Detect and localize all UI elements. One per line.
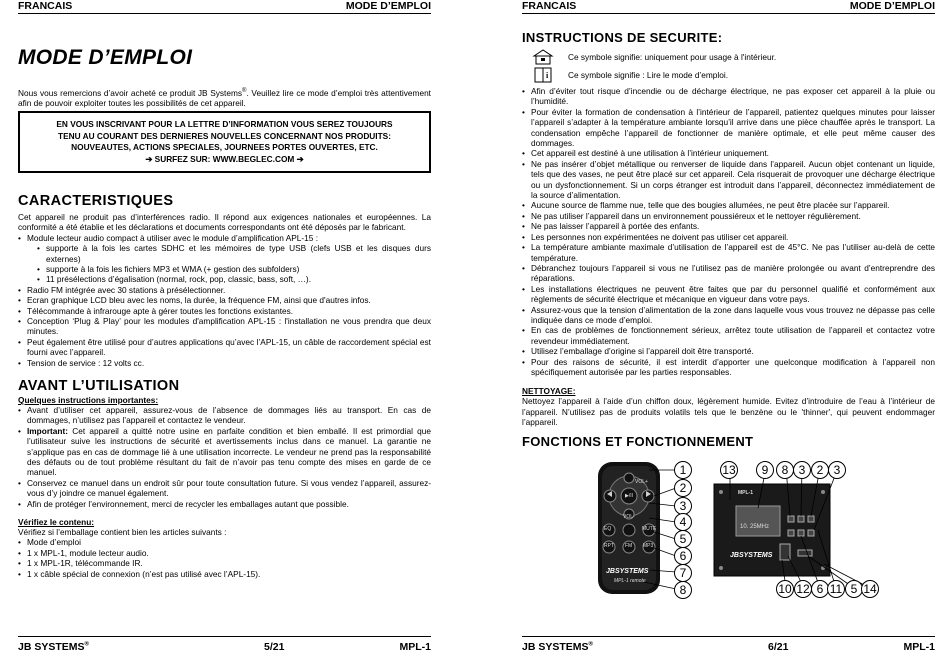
caract-sublist [37, 243, 431, 285]
page-footer [18, 636, 431, 652]
newsletter-link[interactable]: ➔ SURFEZ SUR: WWW.BEGLEC.COM ➔ [145, 153, 304, 164]
list-item: • Ne pas utiliser l’appareil dans un environnement poussiéreux et le nettoyer régulièrement. [522, 211, 935, 221]
list-item: • Peut également être utilisé pour d’autres applications qu’avec l’APL-15, un câble de raccordement spécial est fourni avec l’appareil. [18, 337, 431, 358]
newsletter-line: NOUVEAUTES, ACTIONS SPECIALES, JOURNEES PORTES OUVERTES, ETC. [71, 142, 378, 152]
callout-9: 9 [756, 461, 774, 479]
list-item: • supporte à la fois les cartes SDHC et les mémoires de type USB (clefs USB et les disques durs externes) [37, 243, 431, 264]
callout-5: 5 [845, 580, 863, 598]
list-item: • En cas de problèmes de fonctionnement sérieux, arrêtez toute utilisation de l’appareil et contactez votre revendeur immédiatement. [522, 325, 935, 346]
footer-brand: JB SYSTEMS® [18, 641, 89, 653]
list-item: • Afin de protéger l’environnement, merci de recycler les emballages autant que possible. [18, 499, 431, 509]
section-title: INSTRUCTIONS DE SECURITE: [522, 30, 723, 45]
callout-6: 6 [674, 547, 692, 565]
list-item: • La température ambiante maximale d’utilisation de l’appareil est de 45°C. Ne pas l’utiliser au-delà de cette température. [522, 242, 935, 263]
list-item: • Ecran graphique LCD bleu avec les noms, la durée, la fréquence FM, ainsi que d'autres infos. [18, 295, 431, 305]
remote-label: RPT [604, 543, 614, 549]
header-title: MODE D’EMPLOI [849, 0, 935, 12]
section-title: CARACTERISTIQUES [18, 193, 174, 209]
list-item: • Tension de service : 12 volts cc. [18, 358, 431, 368]
list-item: • Les installations électriques ne peuvent être faites que par du personnel qualifié et conformément aux règlements de sécurité électrique et mécanique en vigueur dans votre pays. [522, 284, 935, 305]
svg-text:i: i [546, 71, 549, 80]
list-item: • Radio FM intégrée avec 30 stations à présélectionner. [18, 285, 431, 295]
list-item: • 1 x MPL-1, module lecteur audio. [18, 548, 431, 558]
device-model: MPL-1 [738, 490, 753, 496]
subsection-title: Quelques instructions importantes: [18, 395, 159, 405]
list-item: • Mode d’emploi [18, 537, 431, 547]
footer-model: MPL-1 [399, 641, 431, 653]
device-illustration [708, 460, 878, 598]
symbol-row [532, 49, 935, 65]
remote-label: MUTE [642, 526, 657, 532]
list-item: • 1 x câble spécial de connexion (n’est pas utilisé avec l’APL-15). [18, 569, 431, 579]
verifiez-intro: Vérifiez si l’emballage contient bien les articles suivants : [18, 527, 227, 538]
section-title: FONCTIONS ET FONCTIONNEMENT [522, 434, 754, 449]
page-header [522, 0, 935, 14]
remote-label: VOL+ [635, 479, 648, 485]
list-item: • Pour éviter la formation de condensation à l’intérieur de l’appareil, patientez quelques minutes pour laisser l’appareil s’adapter à la température ambiante lorsqu’il arrive dans une pièce chauffée après le transport. La condensation empêche l’appareil de fonctionner de manière optimale, et elle peut même causer des dommages. [522, 107, 935, 149]
header-language: FRANCAIS [522, 0, 577, 12]
callout-2: 2 [811, 461, 829, 479]
list-item: • Assurez-vous que la tension d’alimentation de la zone dans laquelle vous vous trouvez ne dépasse pas celle indiquée dans ce mode d’emploi. [522, 305, 935, 326]
list-item: • Module lecteur audio compact à utiliser avec le module d’amplification APL-15 : • supporte à la fois les cartes SDHC et les mémoires de type USB (clefs USB et les disques durs externes) • supporte à la fois les fichiers MP3 et WMA (+ gestion des subfolders) • 11 présélections d’égalisation (normal, rock, pop, classic, bass, soft, …). [18, 233, 431, 285]
callout-1: 1 [674, 461, 692, 479]
remote-label: MP3 [643, 543, 654, 549]
header-title: MODE D’EMPLOI [345, 0, 431, 12]
remote-model: MPL-1 remote [614, 578, 646, 584]
symbol-description: Ce symbole signifie : Lire le mode d’emploi. [568, 69, 729, 80]
callout-3: 3 [793, 461, 811, 479]
callout-8: 8 [674, 581, 692, 599]
callout-14: 14 [861, 580, 879, 598]
callout-6: 6 [811, 580, 829, 598]
page-number: 6/21 [768, 641, 789, 653]
remote-label: VOL- [623, 514, 635, 520]
callout-10: 10 [776, 580, 794, 598]
callout-3: 3 [828, 461, 846, 479]
remote-label: FM [625, 543, 633, 549]
list-item: • Aucune source de flamme nue, telle que des bougies allumées, ne peut être placée sur l’appareil. [522, 200, 935, 210]
list-item: • supporte à la fois les fichiers MP3 et WMA (+ gestion des subfolders) [37, 264, 431, 274]
page-footer [522, 636, 935, 652]
callout-8: 8 [776, 461, 794, 479]
footer-model: MPL-1 [903, 641, 935, 653]
list-item: • 1 x MPL-1R, télécommande IR. [18, 558, 431, 568]
subsection-title: NETTOYAGE: [522, 386, 576, 397]
right-page [522, 0, 935, 654]
list-item: • Pour des raisons de sécurité, il est interdit d’apporter une quelconque modification à l’appareil non spécifiquement autorisée par les parties responsables. [522, 357, 935, 378]
main-title: MODE D’EMPLOI [18, 46, 193, 69]
list-item: • Conservez ce manuel dans un endroit sûr pour toute consultation future. Si vous vendez l’appareil, assurez-vous d’y joindre ce manuel également. [18, 478, 431, 499]
section-title: AVANT L’UTILISATION [18, 378, 180, 394]
list-item: • Cet appareil est destiné à une utilisation à l’intérieur uniquement. [522, 148, 935, 158]
list-item: • Afin d’éviter tout risque d’incendie ou de décharge électrique, ne pas exposer cet appareil à la pluie ou l’humidité. [522, 86, 935, 107]
list-item: • Conception ‘Plug & Play’ pour les modules d'amplification APL-15 : l'installation ne vous prendra que deux minutes. [18, 316, 431, 337]
header-language: FRANCAIS [18, 0, 73, 12]
list-item: • 11 présélections d’égalisation (normal, rock, pop, classic, bass, soft, …). [37, 274, 431, 284]
callout-13: 13 [720, 461, 738, 479]
newsletter-box [18, 111, 431, 173]
callout-2: 2 [674, 479, 692, 497]
symbol-description: Ce symbole signifie: uniquement pour usage à l'intérieur. [568, 51, 777, 62]
callout-3: 3 [674, 497, 692, 515]
read-manual-icon [532, 67, 554, 83]
securite-list [522, 86, 935, 377]
page-number: 5/21 [264, 641, 285, 653]
callout-12: 12 [794, 580, 812, 598]
remote-label: ▶/II [625, 493, 634, 499]
list-item: • Débranchez toujours l’appareil si vous ne l’utilisez pas de manière prolongée ou avant d’entreprendre des réparations. [522, 263, 935, 284]
remote-illustration [594, 458, 690, 598]
list-item: • Ne pas insérer d’objet métallique ou renverser de liquide dans l’appareil. Aucun objet contenant un liquide, tels que des vases, ne peut être placé sur cet appareil. Cela risquerait de provoquer une décharge électrique ou un dysfonctionnement. Si un corps étranger est introduit dans l’appareil, déconnectez immédiatement de la source d’alimentation. [522, 159, 935, 201]
caracteristiques-section [18, 193, 431, 368]
callout-5: 5 [674, 530, 692, 548]
newsletter-line: TENU AU COURANT DES DERNIERES NOUVELLES CONCERNANT NOS PRODUITS: [58, 130, 391, 141]
device-screen-text: 10. 25MHz [740, 524, 770, 530]
caract-intro: Cet appareil ne produit pas d’interférences radio. Il répond aux exigences nationales et européennes. La conformité a été établie et les déclarations et documents correspondants ont été déposés par le fabricant. [18, 212, 431, 233]
symbol-row [532, 67, 935, 83]
newsletter-line: EN VOUS INSCRIVANT POUR LA LETTRE D’INFORMATION VOUS SEREZ TOUJOURS [56, 119, 393, 129]
callout-4: 4 [674, 513, 692, 531]
page-header [18, 0, 431, 14]
avant-section [18, 378, 431, 579]
left-page [18, 0, 431, 654]
remote-label: EQ [604, 526, 612, 532]
list-item: • Avant d’utiliser cet appareil, assurez-vous de l’absence de dommages liés au transport. En cas de dommages, n’utilisez pas l’appareil et contactez le vendeur. [18, 405, 431, 426]
list-item: • Utilisez l’emballage d’origine si l’appareil doit être transporté. [522, 346, 935, 356]
list-item: • Important: Cet appareil a quitté notre usine en parfaite condition et bien emballé. Il est primordial que l’utilisateur suive les instructions de sécurité et avertissements inclus dans ce manuel. La garantie ne s’applique pas en cas de dommage lié à une utilisation incorrecte. Le vendeur ne prend pas la responsabilité des défauts ou de tout problème résultant du fait de n’avoir pas tenu compte des mises en garde de ce manuel. [18, 426, 431, 478]
nettoyage-text: Nettoyez l’appareil à l’aide d’un chiffon doux, légèrement humide. Evitez d’introduire de l’eau à l’intérieur de l’appareil. N’utilisez pas de produits volatils tels que le benzène ou le 'thinner', qui peuvent endommager l’appareil. [522, 396, 935, 428]
callout-11: 11 [827, 580, 845, 598]
contents-list [18, 537, 431, 579]
list-item: • Les personnes non expérimentées ne doivent pas utiliser cet appareil. [522, 232, 935, 242]
device-brand: JBSYSTEMS [730, 552, 773, 559]
remote-brand: JBSYSTEMS [606, 568, 649, 575]
mpl1-front-panel-graphic [708, 460, 878, 598]
list-item: • Ne pas laisser l’appareil à portée des enfants. [522, 221, 935, 231]
callout-7: 7 [674, 564, 692, 582]
avant-list [18, 405, 431, 509]
intro-text: Nous vous remercions d’avoir acheté ce produit JB Systems®. Veuillez lire ce mode d’emploi très attentivement afin de pouvoir exploiter toutes les possibilités de cet appareil. [18, 87, 431, 109]
securite-section [522, 30, 935, 428]
caract-list [18, 233, 431, 368]
footer-brand: JB SYSTEMS® [522, 641, 593, 653]
subsection-title: Vérifiez le contenu: [18, 517, 95, 528]
indoor-use-icon [532, 49, 554, 65]
list-item: • Télécommande à infrarouge apte à gérer toutes les fonctions existantes. [18, 306, 431, 316]
